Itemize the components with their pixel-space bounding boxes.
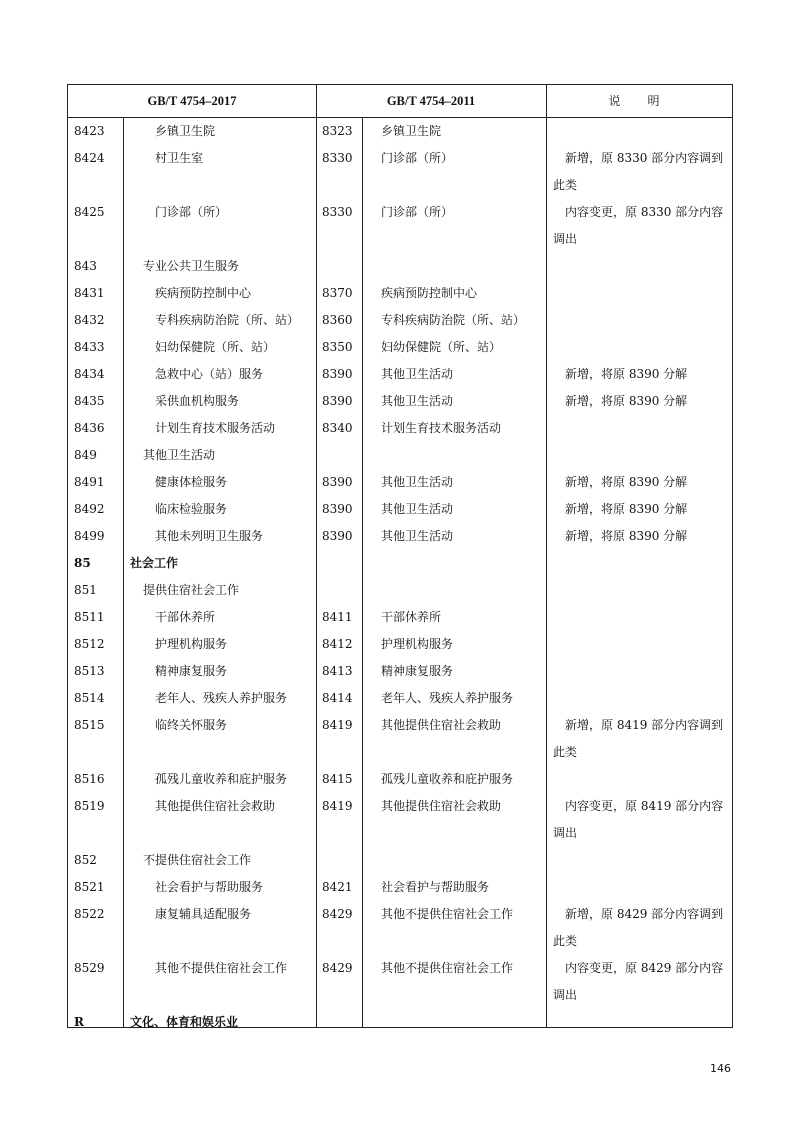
table-row [68,442,732,469]
code-2011: 8330 [322,151,353,165]
category-name-2011: 疾病预防控制中心 [381,286,478,300]
code-2011: 8419 [322,799,353,813]
table-row [68,793,732,847]
code-2011: 8429 [322,907,353,921]
code-2017: 8511 [74,610,105,624]
code-2011: 8429 [322,961,353,975]
category-name-2011: 其他卫生活动 [381,367,454,381]
category-name-2017: 村卫生室 [155,151,204,165]
change-note: 新增，将原 8390 分解 [565,394,688,408]
category-name-2017: 其他不提供住宿社会工作 [155,961,288,975]
category-name-2011: 其他卫生活动 [381,502,454,516]
category-name-2011: 计划生育技术服务活动 [381,421,502,435]
category-name-2017: 临终关怀服务 [155,718,228,732]
change-note: 内容变更，原 8330 部分内容调出 [553,205,724,246]
category-name-2017: 干部休养所 [155,610,216,624]
change-note: 新增，将原 8390 分解 [565,475,688,489]
change-note: 新增，原 8429 部分内容调到此类 [553,907,724,948]
code-2017: 8424 [74,151,105,165]
table-row [68,361,732,388]
classification-table [67,84,733,1028]
page-number: 146 [710,1062,731,1075]
table-row [68,847,732,874]
category-name-2011: 精神康复服务 [381,664,454,678]
category-name-2017: 采供血机构服务 [155,394,240,408]
code-2017: 8519 [74,799,105,813]
change-note: 新增，原 8330 部分内容调到此类 [553,151,724,192]
table-row [68,496,732,523]
table-row [68,550,732,577]
change-note: 新增，原 8419 部分内容调到此类 [553,718,724,759]
category-name-2011: 其他不提供住宿社会工作 [381,907,514,921]
table-row [68,874,732,901]
code-2017: 8515 [74,718,105,732]
category-name-2011: 其他不提供住宿社会工作 [381,961,514,975]
code-2011: 8411 [322,610,353,624]
code-2017: 8425 [74,205,105,219]
code-2017: 8491 [74,475,105,489]
code-2017: 8514 [74,691,105,705]
table-header [68,85,732,118]
code-2011: 8413 [322,664,353,678]
table-row [68,658,732,685]
header-old-standard: GB/T 4754–2011 [386,94,476,108]
table-row [68,145,732,199]
category-name-2011: 妇幼保健院（所、站） [381,340,502,354]
code-2017: 851 [74,583,97,597]
code-2017: 8431 [74,286,105,300]
table-row [68,901,732,955]
code-2017: 8512 [74,637,105,651]
category-name-2017: 其他卫生活动 [143,448,216,462]
change-note: 新增，将原 8390 分解 [565,529,688,543]
code-2017: 8434 [74,367,105,381]
category-name-2017: 文化、体育和娱乐业 [130,1015,239,1029]
table-row [68,415,732,442]
table-row [68,685,732,712]
category-name-2017: 其他未列明卫生服务 [155,529,264,543]
code-2017: 849 [74,448,97,462]
category-name-2017: 护理机构服务 [155,637,228,651]
category-name-2017: 急救中心（站）服务 [155,367,264,381]
header-new-standard: GB/T 4754–2017 [147,94,237,108]
code-2017: R [74,1015,84,1029]
code-2017: 8522 [74,907,105,921]
table-row [68,334,732,361]
code-2011: 8323 [322,124,353,138]
table-row [68,307,732,334]
table-row [68,712,732,766]
code-2017: 8492 [74,502,105,516]
category-name-2017: 妇幼保健院（所、站） [155,340,276,354]
category-name-2011: 门诊部（所） [381,151,454,165]
code-2011: 8350 [322,340,353,354]
category-name-2017: 社会看护与帮助服务 [155,880,264,894]
code-2017: 8433 [74,340,105,354]
category-name-2011: 社会看护与帮助服务 [381,880,490,894]
table-row [68,253,732,280]
category-name-2017: 社会工作 [130,556,179,570]
category-name-2017: 不提供住宿社会工作 [143,853,252,867]
category-name-2017: 孤残儿童收养和庇护服务 [155,772,288,786]
code-2017: 8516 [74,772,105,786]
code-2017: 8423 [74,124,105,138]
code-2017: 8436 [74,421,105,435]
code-2011: 8360 [322,313,353,327]
code-2017: 843 [74,259,97,273]
change-note: 新增，将原 8390 分解 [565,502,688,516]
category-name-2017: 其他提供住宿社会救助 [155,799,276,813]
code-2011: 8370 [322,286,353,300]
code-2017: 8435 [74,394,105,408]
table-row [68,604,732,631]
code-2011: 8412 [322,637,353,651]
table-row [68,631,732,658]
code-2017: 852 [74,853,97,867]
category-name-2017: 老年人、残疾人养护服务 [155,691,288,705]
category-name-2011: 其他提供住宿社会救助 [381,718,502,732]
category-name-2017: 专科疾病防治院（所、站） [155,313,300,327]
change-note: 新增，将原 8390 分解 [565,367,688,381]
category-name-2011: 门诊部（所） [381,205,454,219]
category-name-2011: 老年人、残疾人养护服务 [381,691,514,705]
code-2011: 8414 [322,691,353,705]
category-name-2011: 干部休养所 [381,610,442,624]
category-name-2011: 其他卫生活动 [381,394,454,408]
code-2017: 8529 [74,961,105,975]
category-name-2017: 乡镇卫生院 [155,124,216,138]
category-name-2011: 护理机构服务 [381,637,454,651]
table-row [68,280,732,307]
category-name-2017: 疾病预防控制中心 [155,286,252,300]
category-name-2011: 孤残儿童收养和庇护服务 [381,772,514,786]
code-2011: 8419 [322,718,353,732]
category-name-2017: 精神康复服务 [155,664,228,678]
code-2017: 8432 [74,313,105,327]
table-row [68,955,732,1009]
category-name-2011: 其他卫生活动 [381,529,454,543]
code-2011: 8390 [322,529,353,543]
code-2017: 85 [74,556,91,570]
category-name-2017: 健康体检服务 [155,475,228,489]
table-row [68,388,732,415]
table-row [68,766,732,793]
code-2011: 8390 [322,367,353,381]
category-name-2017: 临床检验服务 [155,502,228,516]
category-name-2011: 其他提供住宿社会救助 [381,799,502,813]
category-name-2011: 乡镇卫生院 [381,124,442,138]
code-2011: 8415 [322,772,353,786]
table-row [68,469,732,496]
change-note: 内容变更，原 8429 部分内容调出 [553,961,724,1002]
code-2017: 8499 [74,529,105,543]
category-name-2017: 专业公共卫生服务 [143,259,240,273]
table-row [68,523,732,550]
category-name-2017: 门诊部（所） [155,205,228,219]
table-row [68,199,732,253]
category-name-2017: 提供住宿社会工作 [143,583,240,597]
header-note: 说 明 [608,94,672,108]
code-2011: 8390 [322,502,353,516]
code-2011: 8340 [322,421,353,435]
category-name-2017: 计划生育技术服务活动 [155,421,276,435]
category-name-2017: 康复辅具适配服务 [155,907,252,921]
code-2017: 8521 [74,880,105,894]
category-name-2011: 其他卫生活动 [381,475,454,489]
category-name-2011: 专科疾病防治院（所、站） [381,313,526,327]
code-2011: 8390 [322,394,353,408]
table-row [68,1009,732,1036]
code-2017: 8513 [74,664,105,678]
table-row [68,577,732,604]
change-note: 内容变更，原 8419 部分内容调出 [553,799,724,840]
code-2011: 8421 [322,880,353,894]
table-row [68,118,732,145]
code-2011: 8390 [322,475,353,489]
code-2011: 8330 [322,205,353,219]
